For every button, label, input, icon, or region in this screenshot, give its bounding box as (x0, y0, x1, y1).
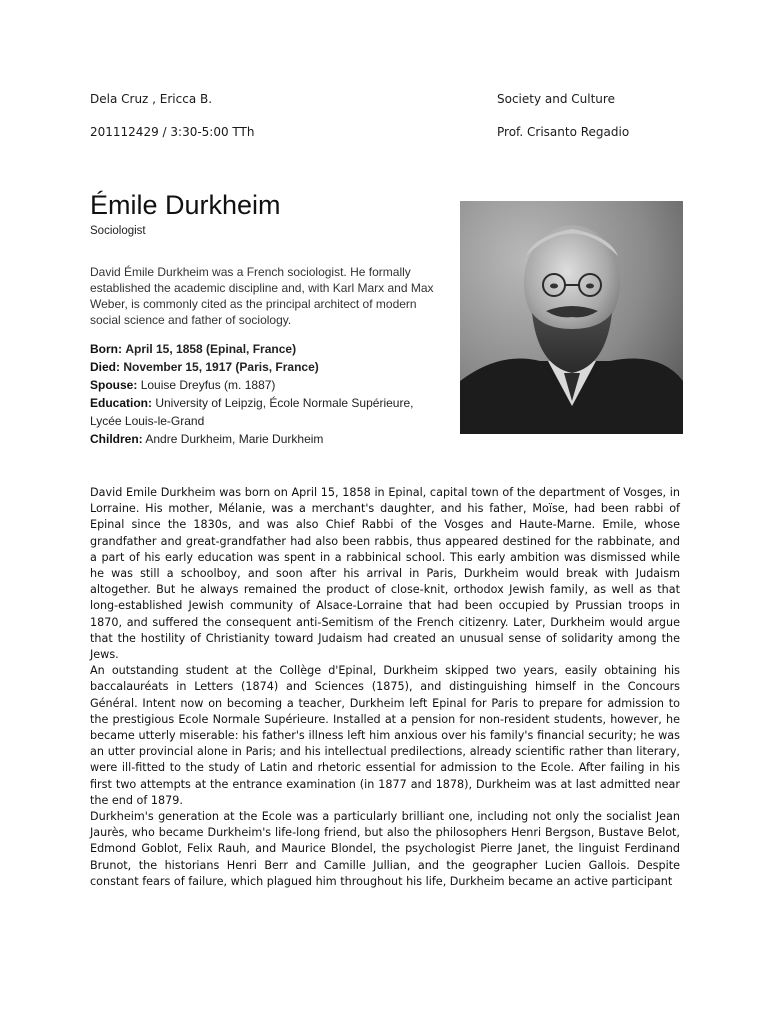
fact-education-value: University of Leipzig, École Normale Supérieure, Lycée Louis-le-Grand (90, 396, 414, 428)
fact-died-value: November 15, 1917 (Paris, France) (123, 360, 319, 374)
profile-summary: David Émile Durkheim was a French sociologist. He formally established the academic discipline and, with Karl Marx and Max Weber, is commonly cited as the principal architect of modern social science and father of sociology. (90, 265, 434, 327)
biography-paragraph: Durkheim's generation at the Ecole was a particularly brilliant one, including not only the socialist Jean Jaurès, who became Durkheim's life-long friend, but also the philosophers Henri Bergson, Bustave Belot, Edmond Goblot, Felix Rauh, and Maurice Blondel, the psychologist Pierre Janet, the linguist Ferdinand Brunot, the historians Henri Berr and Camille Jullian, and the geographer Lucien Gallois. Despite constant fears of failure, which plagued him throughout his life, Durkheim became an active participant (90, 810, 680, 888)
professor-name: Prof. Crisanto Regadio (497, 125, 630, 139)
fact-spouse-label: Spouse: (90, 378, 138, 392)
profile-facts (90, 340, 435, 448)
fact-education-label: Education: (90, 396, 152, 410)
biography-paragraph: David Emile Durkheim was born on April 15, 1858 in Epinal, capital town of the department of Vosges, in Lorraine. His mother, Mélanie, was a merchant's daughter, and his father, Moïse, had been rabbi of Epinal since the 1830s, and was also Chief Rabbi of the Vosges and Haute-Marne. Emile, whose grandfather and great-grandfather had also been rabbis, thus appeared destined for the rabbinate, and a part of his early education was spent in a rabbinical school. This early ambition was dismissed while he was still a schoolboy, and soon after his arrival in Paris, Durkheim would break with Judaism altogether. But he always remained the product of close-knit, orthodox Jewish family, as well as that long-established Jewish community of Alsace-Lorraine that had been occupied by Prussian troops in 1870, and suffered the consequent anti-Semitism of the French citizenry. Later, Durkheim would argue that the hostility of Christianity toward Judaism had created an unusual sense of solidarity among the Jews. (90, 486, 680, 662)
fact-education (90, 394, 435, 430)
student-id-schedule: 201112429 / 3:30-5:00 TTh (90, 125, 255, 139)
fact-children-label: Children: (90, 432, 143, 446)
biography-paragraph: An outstanding student at the Collège d'Epinal, Durkheim skipped two years, easily obtaining his baccalauréats in Letters (1874) and Sciences (1875), and distinguishing himself in the Concours Général. Intent now on becoming a teacher, Durkheim left Epinal for Paris to prepare for admission to the prestigious Ecole Normale Supérieure. Installed at a pension for non-resident students, however, he became utterly miserable: his father's illness left him anxious over his family's financial security; he was an utter provincial alone in Paris; and his intellectual predilections, already scientific rather than literary, were ill-fitted to the study of Latin and rhetoric essential for admission to the Ecole. After failing in his first two attempts at the entrance examination (in 1877 and 1878), Durkheim was at last admitted near the end of 1879. (90, 664, 680, 807)
course-name: Society and Culture (497, 92, 615, 106)
fact-born-value: April 15, 1858 (Epinal, France) (125, 342, 297, 356)
portrait-photo (460, 201, 683, 434)
biography-body (90, 485, 680, 890)
profile-occupation: Sociologist (90, 225, 146, 237)
student-name: Dela Cruz , Ericca B. (90, 92, 213, 106)
fact-children (90, 430, 435, 448)
fact-died (90, 358, 435, 376)
fact-born (90, 340, 435, 358)
fact-died-label: Died: (90, 360, 120, 374)
portrait-illustration (460, 201, 683, 434)
fact-spouse (90, 376, 435, 394)
fact-children-value: Andre Durkheim, Marie Durkheim (145, 432, 324, 446)
fact-born-label: Born: (90, 342, 122, 356)
profile-title: Émile Durkheim (90, 190, 281, 220)
fact-spouse-value: Louise Dreyfus (m. 1887) (140, 378, 276, 392)
